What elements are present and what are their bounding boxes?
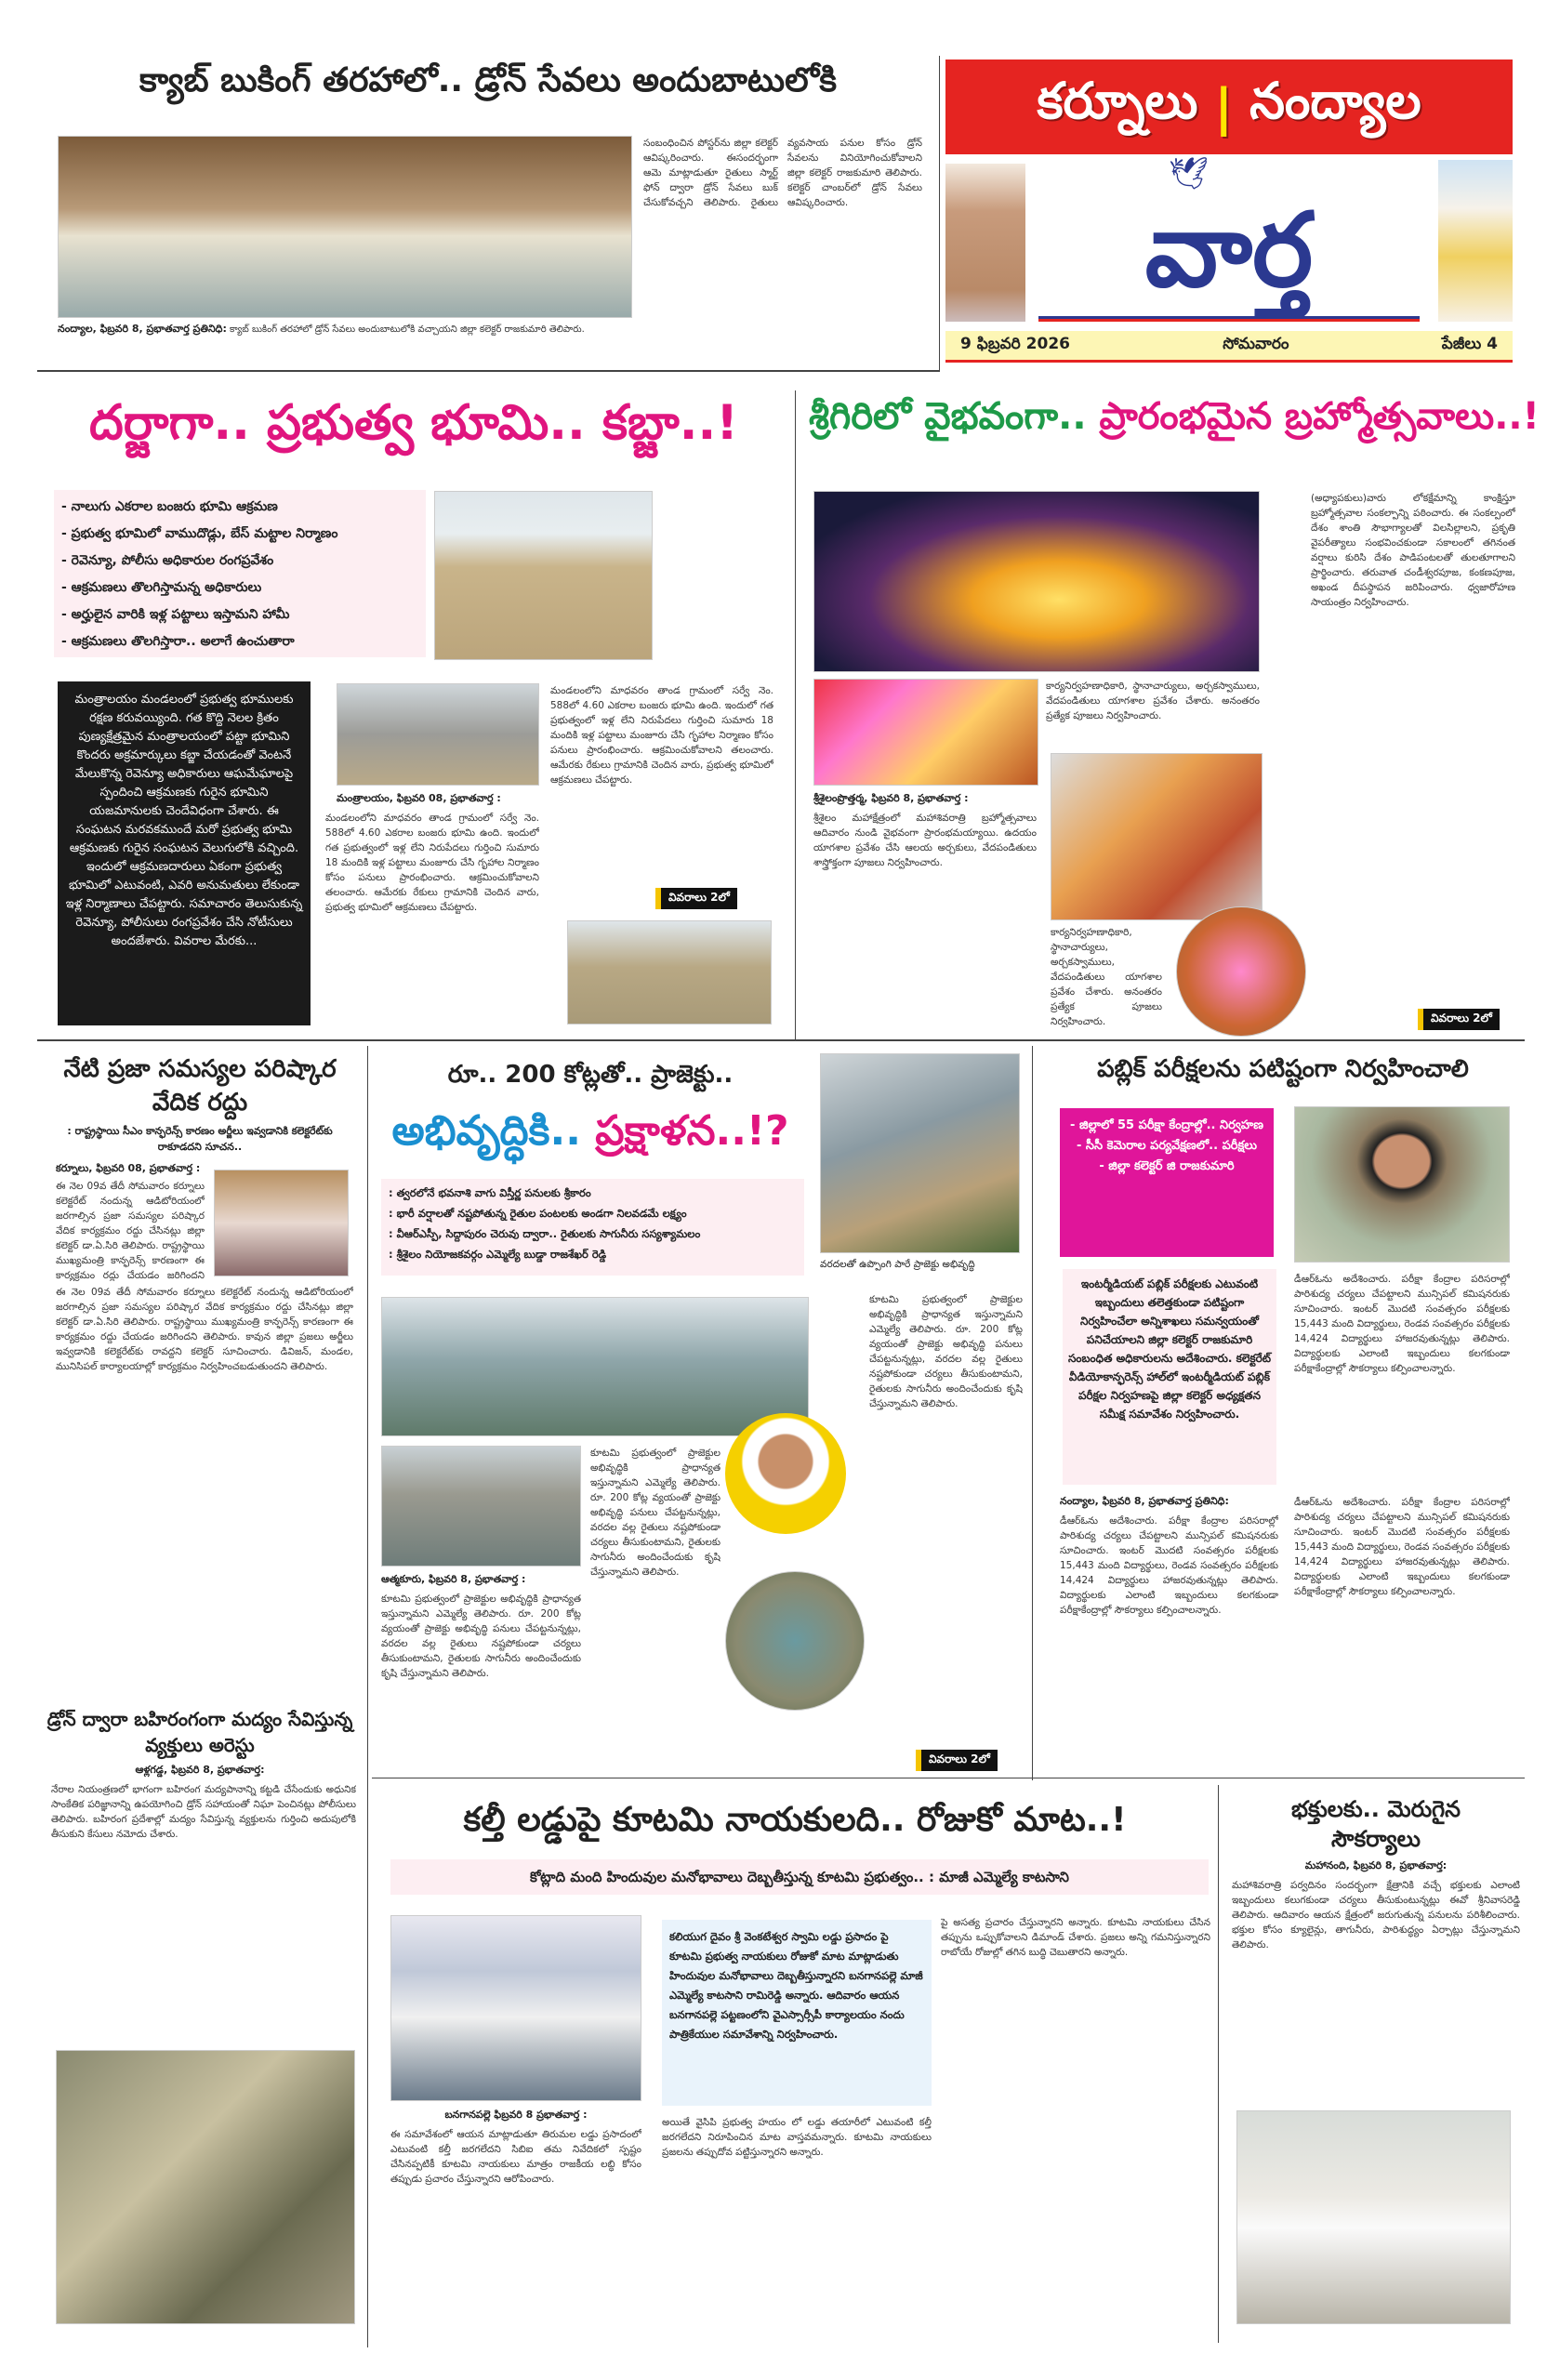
exam-highlights [1060,1108,1274,1257]
article-body: కార్యనిర్వహణాధికారి, స్థానాచార్యులు, అర్చకస్వాములు, వేదపండితులు యాగశాల ప్రవేశం చేశారు. అనంతరం ప్రత్యేక పూజలు నిర్వహించారు. [1046,681,1260,721]
fort-image [945,164,1025,322]
highlight-item: - ఆక్రమణలు తొలగిస్తారా.. అలాగే ఉంచుతారా [61,634,295,649]
article-body: డీఆర్‌ఓను అదేశించారు. పరీక్షా కేంద్రాల పరిసరాల్లో పారిశుద్య చర్యలు చేపట్టాలని మున్సిపల్ కమిషనరుకు సూచించారు. ఇంటర్ మొదటి సంవత్సరం పరీక్షలకు 15,443 మంది విద్యార్థులు, రెండవ సంవత్సరం పరీక్షలకు 14,424 విద్యార్థులు హాజరవుతున్నట్లు తెలిపారు. విద్యార్థులకు ఎలాంటి ఇబ్బందులు కలగకుండా పరీక్షాకేంద్రాల్లో సౌకర్యాలు కల్పించాలన్నారు. [1294,1497,1510,1597]
exam-intro-text: ఇంటర్మీడియట్ పబ్లిక్ పరీక్షలకు ఎటువంటి ఇబ్బందులు తలెత్తకుండా పటిష్టంగా నిర్వహించేలా అన్నిశాఖలు సమన్వయంతో పనిచేయాలని జిల్లా కలెక్టర్ రాజకుమారి సంబంధిత అధికారులను అదేశించారు. కలెక్టరేట్ వీడియోకాన్ఫరెన్స్ హాల్‌లో ఇంటర్మీడియట్ పబ్లిక్ పరీక్షల నిర్వహణపై జిల్లా కలెక్టర్ అధ్యక్షతన సమీక్ష సమావేశం నిర్వహించారు. [1068,1277,1271,1421]
headline-laddu: కల్తీ లడ్డుపై కూటమి నాయకులది.. రోజుకో మాట..! [463,1801,1127,1839]
highlight-item: - సీసీ కెమెరాల పర్యవేక్షణలో.. పరీక్షలు [1076,1139,1258,1153]
highlight-item: - రెవెన్యూ, పోలీసు అధికారుల రంగప్రవేశం [61,553,274,568]
land-intro-text: మంత్రాలయం మండలంలో ప్రభుత్వ భూములకు రక్షణ కరువయ్యింది. గత కొద్ది నెలల క్రితం పుణ్యక్షేత్రమైన మంత్రాలయంలో పట్టా భూమిని కొందరు అక్రమార్కులు కబ్జా చేయడంతో వెంటనే మేలుకొన్న రెవెన్యూ అధికారులు ఆఘమేఘాలపై స్పందించి ఆక్రమణకు గురైన భూమిని యజమానులకు చెందేవిధంగా చేశారు. ఈ సంఘటన మరవకముందే మరో ప్రభుత్వ భూమి ఆక్రమణకు గురైన సంఘటన వెలుగులోకి వచ్చింది. ఇందులో ఆక్రమణదారులు ఏకంగా ప్రభుత్వ భూమిలో ఎటువంటి, ఎవరి అనుమతులు లేకుండా ఇళ్ల నిర్మాణాలు చేపట్టారు. సమాచారం తెలుసుకున్న రెవెన్యూ, పోలీసులు రంగప్రవేశం చేసి నోటీసులు అందజేశారు. వివరాల మేరకు... [65,693,303,948]
headline-liquor-arrest: డ్రోన్ ద్వారా బహిరంగంగా మద్యం సేవిస్తున్న వ్యక్తులు అరెస్టు [46,1708,353,1756]
exam-intro-box [1063,1269,1276,1485]
laddu-intro-text: కలియుగ దైవం శ్రీ వెంకటేశ్వర స్వామి లడ్డు ప్రసాదం పై కూటమి ప్రభుత్వ నాయకులు రోజుకో మాట మాట్లాడుతు హిందువుల మనోభావాలు దెబ్బతీస్తున్నారని బనగానపల్లె మాజీ ఎమ్మెల్యే కాటసాని రామిరెడ్డి అన్నారు. ఆదివారం ఆయన బనగానపల్లె పట్టణంలోని వైఎస్సార్సీపీ కార్యాలయం నందు పాత్రికేయుల సమావేశాన్ని నిర్వహించారు. [669,1930,923,2041]
article-body: ఈ నెల 09వ తేదీ సోమవారం కర్నూలు కలెక్టరేట్ నందున్న ఆడిటోరియంలో జరగాల్సిన ప్రజా సమస్యల పరిష్కార వేదిక కార్యక్రమం రద్దు చేసినట్లు జిల్లా కలెక్టర్ డా.ఏ.సిరి తెలిపారు. రాష్ట్రస్థాయి ముఖ్యమంత్రి కాన్ఫరెన్స్ కారణంగా ఈ కార్యక్రమం రద్దు చేయడం జరిగిందని [56,1181,205,1281]
article-body: కూటమి ప్రభుత్వంలో ప్రాజెక్టుల అభివృద్ధికి ప్రాధాన్యత ఇస్తున్నామని ఎమ్మెల్యే తెలిపారు. రూ. 200 కోట్ల వ్యయంతో ప్రాజెక్టు అభివృద్ధి పనులు చేపట్టనున్నట్లు, వరదల వల్ల రైతులు నష్టపోకుండా చర్యలు తీసుకుంటామని, రైతులకు సాగునీరు అందించేందుకు కృషి చేస్తున్నామని తెలిపారు. [381,1593,581,1679]
caption-dateline: నంద్యాల, ఫిబ్రవరి 8, ప్రభాతవార్త ప్రతినిధి: [58,323,227,335]
article-body: ఈ సమావేశంలో ఆయన మాట్లాడుతూ తిరుమల లడ్డు ప్రసాదంలో ఎటువంటి కల్తీ జరగలేదని సిబిఐ తమ నివేదికలో స్పష్టం చేసినప్పటికీ కూటమి నాయకులు మాత్రం రాజకీయ లబ్ధి కోసం తప్పుడు ప్రచారం చేస్తున్నారని ఆరోపించారు. [390,2129,641,2185]
article-body: ఈ నెల 09వ తేదీ సోమవారం కర్నూలు కలెక్టరేట్ నందున్న ఆడిటోరియంలో జరగాల్సిన ప్రజా సమస్యల పరిష్కార వేదిక కార్యక్రమం రద్దు చేసినట్లు జిల్లా కలెక్టర్ డా.ఏ.సిరి తెలిపారు. రాష్ట్రస్థాయి ముఖ్యమంత్రి కాన్ఫరెన్స్ కారణంగా ఈ కార్యక్రమం రద్దు చేయడం జరిగిందని తెలిపారు. కావున జిల్లా ప్రజలు అర్జీలు ఇవ్వడానికి కలెక్టరేట్‌కు రావద్దని కలెక్టర్ సూచించారు. డివిజన్, మండల, మునిసిపల్ కార్యాలయాల్లో కార్యక్రమం నిర్వహించబడుతుందని తెలిపారు. [56,1287,353,1372]
highlight-item: - జిల్లా కలెక్టర్ జి రాజకుమారి [1099,1159,1235,1173]
divider [939,56,940,372]
article-body: (అధ్యాపకులు)వారు లోకక్షేమాన్ని కాంక్షిస్తూ బ్రహ్మోత్సవాల సంకల్పాన్ని పఠించారు. ఈ సంకల్పంలో దేశం శాంతి సౌభాగ్యాలతో విలసిల్లాలని, ప్రకృతి వైపరీత్యాలు సంభవించకుండా సకాలంలో తగినంత వర్షాలు కురిసి దేశం పాడిపంటలతో తులతూగాలని ప్రార్థించారు. తరువాత చండీశ్వరపూజ, కంకణపూజ, అఖండ దీపస్థాపన జరిపించారు. ధ్వజారోహణ సాయంత్రం నిర్వహించారు. [1311,493,1515,608]
article-body: డీఆర్‌ఓను అదేశించారు. పరీక్షా కేంద్రాల పరిసరాల్లో పారిశుద్య చర్యలు చేపట్టాలని మున్సిపల్ కమిషనరుకు సూచించారు. ఇంటర్ మొదటి సంవత్సరం పరీక్షలకు 15,443 మంది విద్యార్థులు, రెండవ సంవత్సరం పరీక్షలకు 14,424 విద్యార్థులు హాజరవుతున్నట్లు తెలిపారు. విద్యార్థులకు ఎలాంటి ఇబ్బందులు కలగకుండా పరీక్షాకేంద్రాల్లో సౌకర్యాలు కల్పించాలన్నారు. [1294,1274,1510,1374]
article-body: కూటమి ప్రభుత్వంలో ప్రాజెక్టుల అభివృద్ధికి ప్రాధాన్యత ఇస్తున్నామని ఎమ్మెల్యే తెలిపారు. రూ. 200 కోట్ల వ్యయంతో ప్రాజెక్టు అభివృద్ధి పనులు చేపట్టనున్నట్లు, వరదల వల్ల రైతులు నష్టపోకుండా చర్యలు తీసుకుంటామని, రైతులకు సాగునీరు అందించేందుకు కృషి చేస్తున్నామని తెలిపారు. [590,1448,721,1578]
praja-story [42,1052,358,1694]
headline-part-pink: ప్రారంభమైన బ్రహ్మోత్సవాలు..! [1099,395,1540,438]
divider [367,1046,368,2347]
photo-canal-circle [725,1571,865,1711]
photo-caption: క్యాబ్ బుకింగ్ తరహాలో డ్రోన్ సేవలు అందుబాటులోకి వచ్చాయని జిల్లా కలెక్టర్ రాజకుమారి తెలిపారు. [230,324,585,335]
edition-nandyal: నంద్యాల [1249,71,1421,130]
article-body: కార్యనిర్వహణాధికారి, స్థానాచార్యులు, అర్చకస్వాములు, వేదపండితులు యాగశాల ప్రవేశం చేశారు. అనంతరం ప్రత్యేక పూజలు నిర్వహించారు. [1051,927,1162,1027]
liquor-story [42,1706,358,2041]
article-body: కూటమి ప్రభుత్వంలో ప్రాజెక్టుల అభివృద్ధికి ప్రాధాన్యత ఇస్తున్నామని ఎమ్మెల్యే తెలిపారు. రూ. 200 కోట్ల వ్యయంతో ప్రాజెక్టు అభివృద్ధి పనులు చేపట్టనున్నట్లు, వరదల వల్ల రైతులు నష్టపోకుండా చర్యలు తీసుకుంటామని, రైతులకు సాగునీరు అందించేందుకు కృషి చేస్తున్నామని తెలిపారు. [869,1294,1023,1409]
photo-caption: వరదలతో ఉప్పొంగి పారే ప్రాజెక్టు అభివృద్ధి [820,1259,975,1270]
project-kicker: రూ.. 200 కోట్లతో.. ప్రాజెక్టు.. [447,1061,734,1089]
subhead: : రాష్ట్రస్థాయి సీఎం కాన్ఫరెన్స్ కారణం అర్జీలు ఇవ్వడానికి కలెక్టరేట్‌కు రాకూడదని సూచన.. [67,1125,333,1153]
article-body: మండలంలోని మాధవరం తాండ గ్రామంలో సర్వే నెం. 588లో 4.60 ఎకరాల బంజరు భూమి ఉంది. ఇందులో గత ప్రభుత్వంలో ఇళ్ల లేని నిరుపేదలు గుర్తించి సుమారు 18 మందికి ఇళ్ల పట్టాలు మంజూరు చేసి గృహాల నిర్మాణం కోసం పనులు ప్రారంభించారు. ఆక్రమించుకోవాలని తలంచారు. ఆమేరకు రేకులు గ్రామానికి చెందిన వారు, ప్రభుత్వ భూమిలో ఆక్రమణలు చేపట్టారు. [325,813,539,913]
divider [1032,1046,1033,1780]
highlight-item: - అర్హులైన వారికి ఇళ్ల పట్టాలు ఇస్తామని హామీ [61,607,290,622]
photo-press-meet [390,1915,641,2101]
photo-illuminated-temple [813,491,1260,672]
page-count: పేజీలు 4 [1441,334,1498,353]
laddu-dateline: బనగానపల్లె ఫిబ్రవరి 8 ప్రభాతవార్త : [444,2109,588,2121]
headline-public-exams: పబ్లిక్ పరీక్షలను పటిష్టంగా నిర్వహించాలి [1097,1055,1469,1083]
logo-underline [1038,316,1420,322]
land-intro-box [58,681,311,1025]
photo-temple-inspection [1236,2110,1511,2324]
laddu-article-column [390,2107,641,2345]
laddu-intro-box [662,1920,932,2106]
divider [795,390,796,1041]
headline-part-pink: ప్రక్షాళన..!? [595,1107,789,1155]
photo-priests [1051,753,1263,920]
highlight-item: - ఆక్రమణలు తొలగిస్తామన్న అధికారులు [61,580,262,595]
srigiri-article-column [813,790,1037,1027]
photo-house-construction [337,683,539,786]
edition-kurnool: కర్నూలు [1037,71,1198,130]
photo-drone-poster-launch [58,136,632,318]
exams-article-column [1060,1493,1278,1766]
date-bar [945,331,1513,363]
article-body: అయితే వైసిపి ప్రభుత్వ హయం లో లడ్డు తయారీలో ఎటువంటి కల్తీ జరగలేదని నిరూపించిన మాట వాస్తవమన్నారు. కూటమి నాయకులు ప్రజలను తప్పుదోవ పట్టిస్తున్నారని అన్నారు. [662,2117,932,2158]
highlight-item: : త్వరలోనే భవనాశి వాగు విస్తీర్ణ పనులకు శ్రీకారం [389,1186,591,1199]
continued-on-page-2: వివరాలు 2లో [916,1750,998,1771]
article-body: పై అసత్య ప్రచారం చేస్తున్నారని అన్నారు. కూటమి నాయకులు చేసిన తప్పును ఒప్పుకోవాలని డిమాండ్ చేశారు. ప్రజలు అన్ని గమనిస్తున్నారని రాబోయే రోజుల్లో తగిన బుద్ధి చెబుతారని అన్నారు. [941,1917,1210,1958]
divider [37,370,939,372]
photo-rituals-1 [813,679,1038,786]
highlight-item: : శ్రీశైలం నియోజకవర్గం ఎమ్మెల్యే బుడ్డా రాజశేఖర్ రెడ్డి [389,1248,607,1261]
land-dateline: మంత్రాలయం, ఫిబ్రవరి 08, ప్రభాతవార్త : [337,792,501,804]
article-body: శ్రీశైలం మహాక్షేత్రంలో మహాశివరాత్రి బ్రహ్మోత్సవాలు ఆదివారం నుండి వైభవంగా ప్రారంభమయ్యాయి. ఉదయం యాగశాల ప్రవేశం చేసి ఆలయ అర్చకులు, వేదపండితులు శాస్త్రోక్తంగా పూజలు నిర్వహించారు. [813,813,1037,868]
praja-dateline: కర్నూలు, ఫిబ్రవరి 08, ప్రభాతవార్త : [56,1162,201,1174]
photo-dam-gates [381,1446,581,1567]
srigiri-dateline: శ్రీశైలంప్రొత్తర్మ, ఫిబ్రవరి 8, ప్రభాతవార్త : [813,792,969,804]
headline-land-grab: దర్జాగా.. ప్రభుత్వ భూమి.. కబ్జా..! [89,395,738,451]
edition-separator: | [1214,77,1234,137]
edition-banner [945,60,1513,154]
photo-rituals-circle [1176,906,1306,1037]
highlight-item: - ప్రభుత్వ భూమిలో వాముదొడ్లు, బేస్ మట్టాల నిర్మాణం [61,526,338,541]
masthead [945,60,1513,363]
highlight-item: - నాలుగు ఎకరాల బంజరు భూమి ఆక్రమణ [61,499,278,514]
article-body: మండలంలోని మాధవరం తాండ గ్రామంలో సర్వే నెం. 588లో 4.60 ఎకరాల బంజరు భూమి ఉంది. ఇందులో గత ప్రభుత్వంలో ఇళ్ల లేని నిరుపేదలు గుర్తించి సుమారు 18 మందికి ఇళ్ల పట్టాలు మంజూరు చేసి గృహాల నిర్మాణం కోసం పనులు ప్రారంభించారు. ఆక్రమించుకోవాలని తలంచారు. ఆమేరకు రేకులు గ్రామానికి చెందిన వారు, ప్రభుత్వ భూమిలో ఆక్రమణలు చేపట్టారు. [550,685,773,786]
headline-brahmotsavams [809,395,1540,447]
project-article-column [381,1571,581,1768]
article-body: మహాశివరాత్రి పర్వదినం సందర్భంగా క్షేత్రానికి వచ్చే భక్తులకు ఎలాంటి ఇబ్బందులు కలుగకుండా చర్యలు తీసుకుంటున్నట్లు ఈవో శ్రీనివాసరెడ్డి తెలిపారు. ఆదివారం ఆయన క్షేత్రంలో జరుగుతున్న పనులను పరిశీలించారు. భక్తుల కోసం క్యూలైన్లు, తాగునీరు, పారిశుద్ధ్యం ఏర్పాట్లు చేస్తున్నామని తెలిపారు. [1232,1880,1520,1950]
project-dateline: ఆత్మకూరు, ఫిబ్రవరి 8, ప్రభాతవార్త : [381,1573,526,1585]
photo-collector-rajakumari [1294,1106,1510,1263]
headline-drone-services: క్యాబ్ బుకింగ్ తరహాలో.. డ్రోన్ సేవలు అందుబాటులోకి [139,61,838,99]
nandi-bull-image [1438,160,1513,322]
land-highlights [54,490,426,657]
dove-logo-icon: 🕊 [1169,155,1210,192]
land-article-column [325,790,539,1027]
exams-dateline: నంద్యాల, ఫిబ్రవరి 8, ప్రభాతవార్త ప్రతినిధి: [1060,1495,1229,1507]
article-body: డీఆర్‌ఓను అదేశించారు. పరీక్షా కేంద్రాల పరిసరాల్లో పారిశుద్య చర్యలు చేపట్టాలని మున్సిపల్ కమిషనరుకు సూచించారు. ఇంటర్ మొదటి సంవత్సరం పరీక్షలకు 15,443 మంది విద్యార్థులు, రెండవ సంవత్సరం పరీక్షలకు 14,424 విద్యార్థులు హాజరవుతున్నట్లు తెలిపారు. విద్యార్థులకు ఎలాంటి ఇబ్బందులు కలగకుండా పరీక్షాకేంద్రాల్లో సౌకర్యాలు కల్పించాలన్నారు. [1060,1515,1278,1616]
photo-drone-surveillance [56,2050,355,2324]
highlight-item: : భారీ వర్షాలతో నష్టపోతున్న రైతుల పంటలకు అండగా నిలవడమే లక్ష్యం [389,1207,687,1220]
devotees-dateline: మహానంది, ఫిబ్రవరి 8, ప్రభాతవార్త: [1304,1859,1448,1871]
issue-date: 9 ఫిబ్రవరి 2026 [960,334,1070,353]
headline-part-green: శ్రీగిరిలో వైభవంగా.. [809,395,1087,438]
issue-day: సోమవారం [1223,334,1289,353]
photo-reservoir-aerial [820,1053,1020,1253]
logo-vaartha: వార్త [1144,191,1314,310]
project-highlights [381,1179,804,1276]
continued-on-page-2: వివరాలు 2లో [655,888,737,909]
photo-encroached-land [434,491,653,660]
highlight-item: : వీఆర్ఎస్పీ, సిద్దాపురం చెరువు ద్వారా.. రైతులకు సాగునీరు సస్యశ్యామలం [389,1227,701,1240]
divider [1218,1785,1219,2343]
photo-collector [214,1170,349,1276]
photo-mla-portrait [725,1413,846,1534]
divider [37,1039,1525,1041]
laddu-subhead: కోట్లాది మంది హిందువుల మనోభావాలు దెబ్బతీస్తున్న కూటమి ప్రభుత్వం.. : మాజీ ఎమ్మెల్యే కాటసాని [390,1859,1209,1895]
article-body: సంబంధించిన పోస్టర్‌ను జిల్లా కలెక్టర్ ఆవిష్కరించారు. ఈసందర్భంగా ఆమె మాట్లాడుతూ రైతులు స్మార్ట్ ఫోన్ ద్వారా డ్రోన్ సేవలు బుక్ చేసుకోవచ్చని తెలిపారు. రైతులు వ్యవసాయ పనుల కోసం డ్రోన్ సేవలను వినియోగించుకోవాలని జిల్లా కలెక్టర్ రాజకుమారి తెలిపారు. కలెక్టర్ చాంబర్‌లో డ్రోన్ సేవలు ఆవిష్కరించారు. [643,138,922,208]
headline-part-blue: అభివృద్ధికి.. [391,1107,581,1155]
headline-devotee-facilities: భక్తులకు.. మెరుగైన సౌకర్యాలు [1290,1796,1461,1852]
continued-on-page-2: వివరాలు 2లో [1418,1009,1500,1030]
liquor-dateline: ఆళ్లగడ్డ, ఫిబ్రవరి 8, ప్రభాతవార్త: [135,1764,265,1776]
photo-land-plot [567,920,772,1025]
highlight-item: - జిల్లాలో 55 పరీక్షా కేంద్రాల్లో.. నిర్వహణ [1070,1118,1263,1132]
photo-river [381,1297,809,1436]
headline-project [372,1101,809,1162]
headline-grievance-cancelled: నేటి ప్రజా సమస్యల పరిష్కార వేదిక రద్దు [63,1055,337,1117]
devotees-story [1227,1794,1525,2101]
article-body: నేరాల నియంత్రణలో భాగంగా బహిరంగ మద్యపానాన్ని కట్టడి చేసేందుకు అధునిక సాంకేతిక పరిజ్ఞానాన్ని ఉపయోగించి డ్రోన్ సహాయంతో నిఘా పెంచినట్లు పోలీసులు తెలిపారు. బహిరంగ ప్రదేశాల్లో మద్యం సేవిస్తున్న వ్యక్తులను గుర్తించి అదుపులోకి తీసుకుని కేసులు నమోదు చేశారు. [51,1784,356,1840]
photo-caption-block [58,322,632,366]
